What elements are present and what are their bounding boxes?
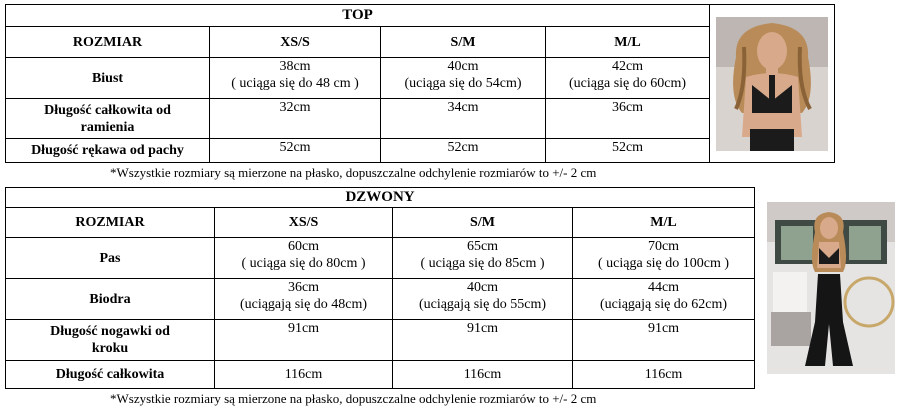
- top-cell: 52cm: [210, 139, 381, 163]
- dzwony-size-table: [5, 187, 908, 389]
- top-cell: 52cm: [381, 139, 546, 163]
- top-header-size: ROZMIAR: [6, 27, 210, 58]
- top-row-label: Biust: [6, 58, 210, 99]
- dzwony-header-xs-s: XS/S: [215, 208, 393, 238]
- dzwony-cell: 40cm (uciągają się do 55cm): [393, 279, 573, 320]
- dzwony-cell: 91cm: [393, 320, 573, 361]
- dzwony-header-s-m: S/M: [393, 208, 573, 238]
- top-row-label: Długość całkowita od ramienia: [6, 99, 210, 139]
- dzwony-row-label: Długość nogawki od kroku: [6, 320, 215, 361]
- dzwony-cell: 70cm ( uciąga się do 100cm ): [573, 238, 755, 279]
- top-size-table: [5, 4, 835, 163]
- dzwony-cell: 116cm: [573, 361, 755, 389]
- top-cell: 52cm: [546, 139, 710, 163]
- top-product-photo: [710, 5, 835, 163]
- top-cell: 36cm: [546, 99, 710, 139]
- dzwony-cell: 116cm: [393, 361, 573, 389]
- top-cell: 38cm ( uciąga się do 48 cm ): [210, 58, 381, 99]
- top-table-title: TOP: [6, 5, 710, 27]
- top-cell: 42cm (uciąga się do 60cm): [546, 58, 710, 99]
- dzwony-table-title: DZWONY: [6, 188, 755, 208]
- dzwony-cell: 65cm ( uciąga się do 85cm ): [393, 238, 573, 279]
- dzwony-cell: 36cm (uciągają się do 48cm): [215, 279, 393, 320]
- top-row-label: Długość rękawa od pachy: [6, 139, 210, 163]
- dzwony-product-photo: [755, 188, 908, 389]
- dzwony-header-m-l: M/L: [573, 208, 755, 238]
- top-footnote: *Wszystkie rozmiary są mierzone na płasko, dopuszczalne odchylenie rozmiarów to +/- 2 cm: [110, 165, 597, 180]
- dzwony-cell: 91cm: [573, 320, 755, 361]
- model-wearing-top-image: [716, 17, 828, 151]
- top-header-s-m: S/M: [381, 27, 546, 58]
- dzwony-row-label: Biodra: [6, 279, 215, 320]
- dzwony-cell: 116cm: [215, 361, 393, 389]
- top-header-xs-s: XS/S: [210, 27, 381, 58]
- model-wearing-flares-image: [767, 202, 895, 374]
- top-header-m-l: M/L: [546, 27, 710, 58]
- top-cell: 32cm: [210, 99, 381, 139]
- top-cell: 34cm: [381, 99, 546, 139]
- dzwony-cell: 44cm (uciągają się do 62cm): [573, 279, 755, 320]
- dzwony-row-label: Długość całkowita: [6, 361, 215, 389]
- dzwony-row-label: Pas: [6, 238, 215, 279]
- dzwony-cell: 91cm: [215, 320, 393, 361]
- dzwony-cell: 60cm ( uciąga się do 80cm ): [215, 238, 393, 279]
- dzwony-footnote: *Wszystkie rozmiary są mierzone na płasko, dopuszczalne odchylenie rozmiarów to +/- 2 cm: [110, 391, 597, 406]
- top-cell: 40cm (uciąga się do 54cm): [381, 58, 546, 99]
- dzwony-header-size: ROZMIAR: [6, 208, 215, 238]
